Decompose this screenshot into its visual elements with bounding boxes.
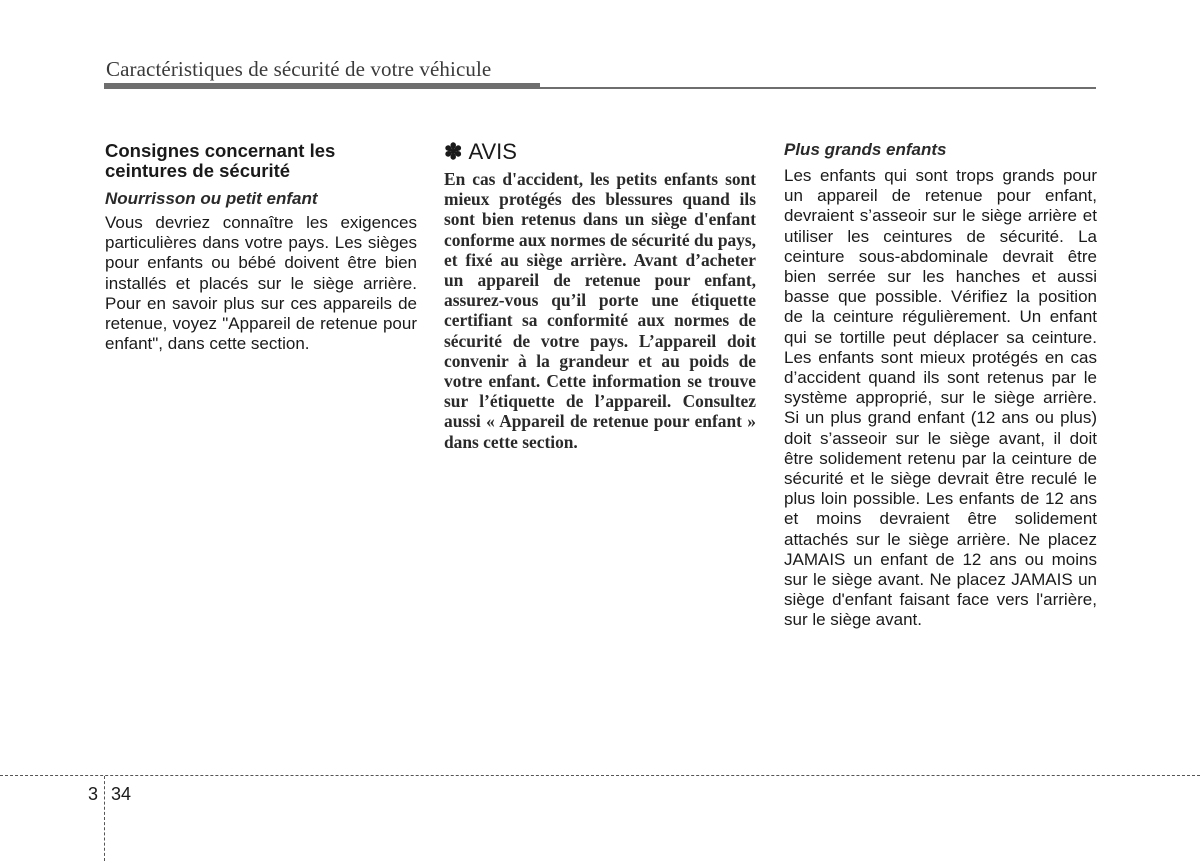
notice-paragraph: En cas d'accident, les petits enfants sont mieux protégés des blessures quand ils sont bien retenus dans un siège d'enfant conforme aux normes de sécurité du pays, et fixé au siège arrière. Avant d’acheter un appareil de retenue pour enfant, assurez-vous qu’il porte une étiquette certifiant sa conformité aux normes de sécurité de votre pays. L’appareil doit convenir à la grandeur et au poids de votre enfant. Cette information se trouve sur l’étiquette de l’appareil. Consultez aussi « Appareil de retenue pour enfant » dans cette section. xyxy=(444,169,756,452)
footer-dashed-divider xyxy=(104,776,105,861)
chapter-number: 3 xyxy=(88,784,99,804)
notice-heading xyxy=(444,140,756,164)
infant-paragraph: Vous devriez connaître les exigences particulières dans votre pays. Les sièges pour enfants ou bébé doivent être bien installés et placés sur le siège arrière. Pour en savoir plus sur ces appareils de retenue, voyez "Appareil de retenue pour enfant", dans cette section. xyxy=(105,213,417,354)
header-rule-thin xyxy=(540,87,1096,89)
asterisk-icon: ✽ xyxy=(444,139,463,164)
footer-dashed-rule xyxy=(0,775,1200,776)
chapter-title: Caractéristiques de sécurité de votre véhicule xyxy=(106,57,492,81)
page-number: 34 xyxy=(111,784,132,804)
notice-column xyxy=(444,140,756,452)
header-rule-thick xyxy=(104,83,540,89)
left-column xyxy=(105,140,417,354)
older-children-paragraph: Les enfants qui sont trops grands pour un appareil de retenue pour enfant, devraient s’asseoir sur le siège arrière et utiliser les ceintures de sécurité. La ceinture sous-abdominale devrait être bien serrée sur les hanches et aussi basse que possible. Vérifiez la position de la ceinture régulièrement. Un enfant qui se tortille peut déplacer sa ceinture. Les enfants sont mieux protégés en cas d’accident quand ils sont retenus par le système approprié, sur le siège arrière. Si un plus grand enfant (12 ans ou plus) doit s’asseoir sur le siège avant, il doit être solidement retenu par la ceinture de sécurité et le siège devrait être reculé le plus loin possible. Les enfants de 12 ans et moins devraient être solidement attachés sur le siège arrière. Ne placez JAMAIS un enfant de 12 ans ou moins sur le siège avant. Ne placez JAMAIS un siège d'enfant faisant face vers l'arrière, sur le siège avant. xyxy=(784,166,1097,630)
notice-title: AVIS xyxy=(468,139,517,164)
section-heading: Consignes concernant les ceintures de sécurité xyxy=(105,140,336,181)
subsection-heading-infant: Nourrisson ou petit enfant xyxy=(105,189,318,208)
right-column xyxy=(784,140,1097,631)
subsection-heading-older-children: Plus grands enfants xyxy=(784,140,947,159)
